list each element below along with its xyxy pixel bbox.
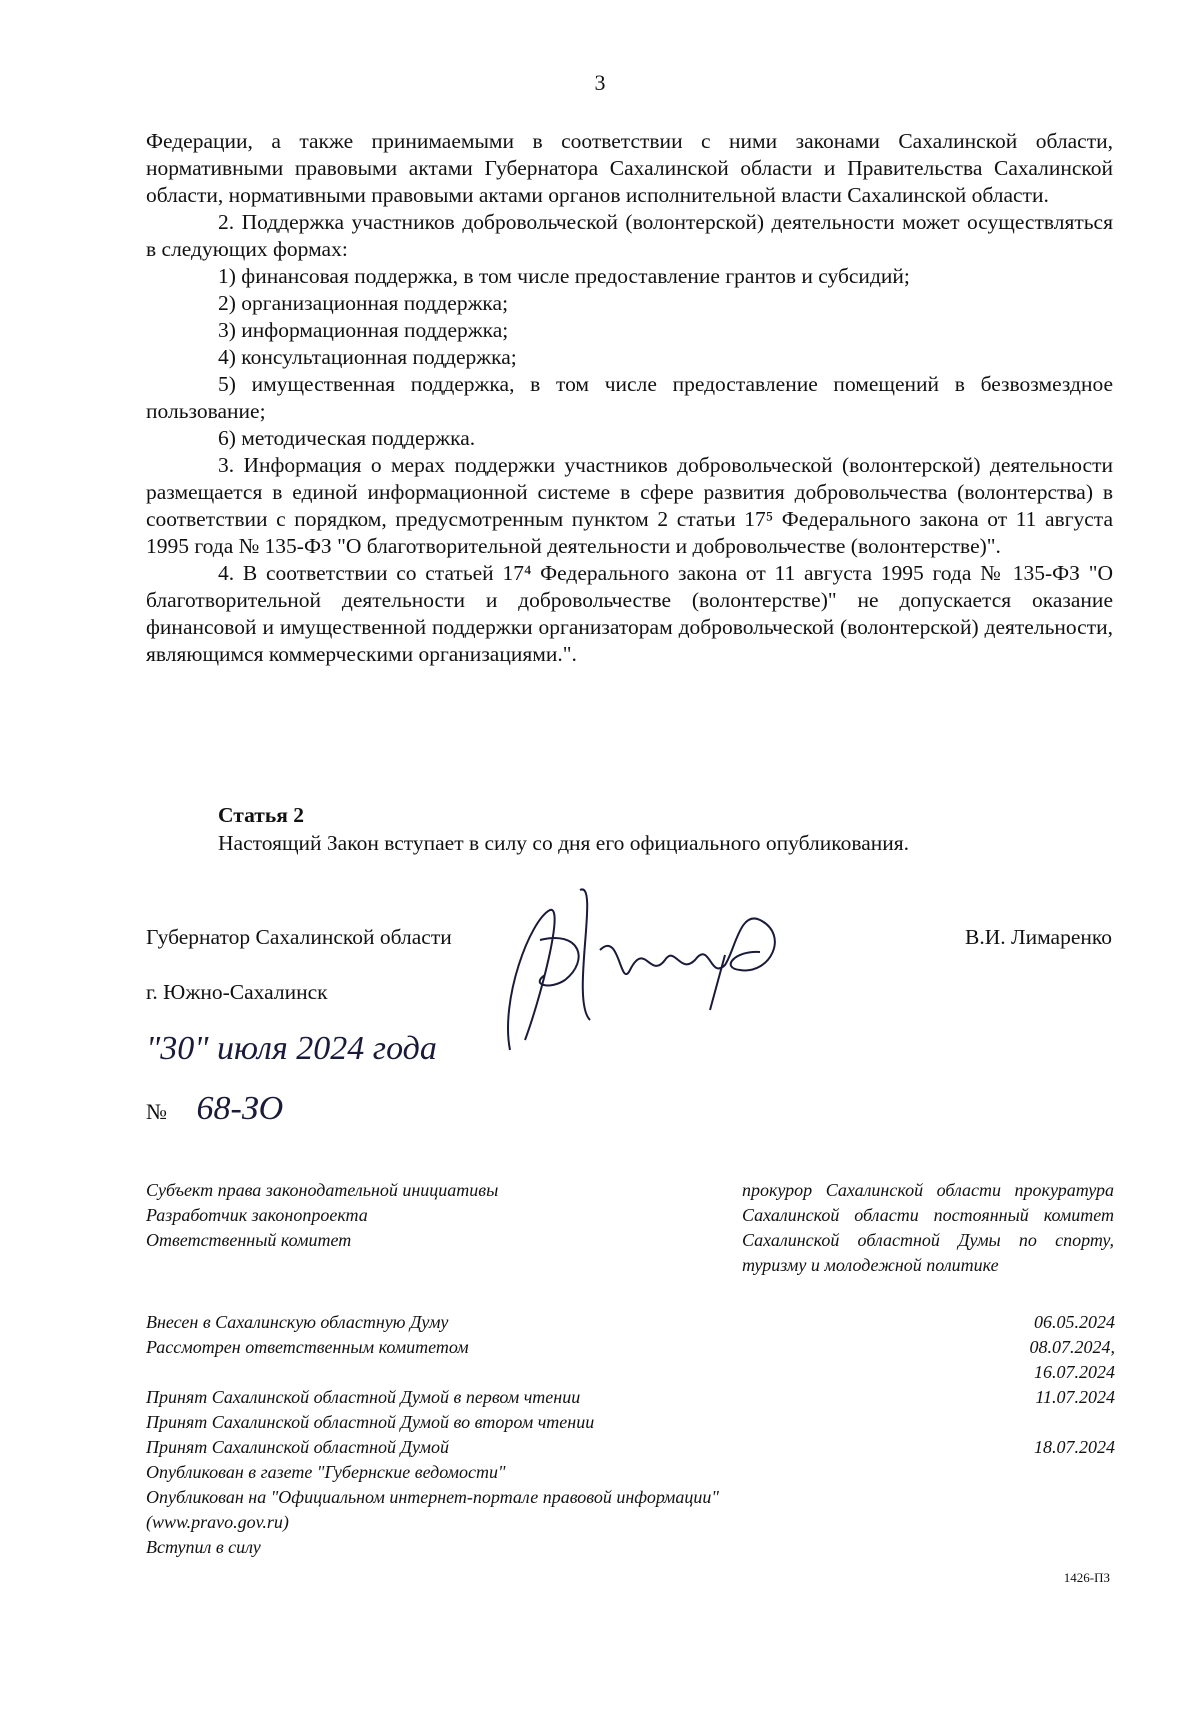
law-paragraph: 6) методическая поддержка. (218, 426, 476, 450)
meta-label: Опубликован на "Официальном интернет-портале правовой информации" (www.pravo.gov.ru) (146, 1487, 719, 1532)
meta-label: Субъект права законодательной инициативы (146, 1180, 499, 1200)
footer-code: 1426-ПЗ (1063, 1570, 1110, 1585)
meta-label: Разработчик законопроекта (146, 1205, 368, 1225)
meta-label: Принят Сахалинской областной Думой во втором чтении (146, 1412, 595, 1432)
meta-label: Принят Сахалинской областной Думой в первом чтении (146, 1387, 581, 1407)
law-paragraph: 2) организационная поддержка; (218, 291, 509, 315)
law-paragraph: 4) консультационная поддержка; (218, 345, 517, 369)
meta-date: 06.05.2024 (1034, 1312, 1115, 1332)
meta-date: 11.07.2024 (1035, 1387, 1115, 1407)
article-text: Настоящий Закон вступает в силу со дня его официального опубликования. (218, 831, 910, 855)
law-paragraph: 1) финансовая поддержка, в том числе предоставление грантов и субсидий; (218, 264, 910, 288)
meta-date: 18.07.2024 (1034, 1437, 1115, 1457)
signing-city: г. Южно-Сахалинск (146, 980, 328, 1004)
meta-label: Принят Сахалинской областной Думой (146, 1437, 450, 1457)
meta-label: Внесен в Сахалинскую областную Думу (146, 1312, 449, 1332)
meta-date: 16.07.2024 (1034, 1362, 1115, 1382)
meta-label: Ответственный комитет (146, 1230, 352, 1250)
law-paragraph: 3) информационная поддержка; (218, 318, 509, 342)
law-paragraph: Федерации, а также принимаемыми в соответствии с ними законами Сахалинской области, нормативными правовыми актами Губернатора Сахалинской области и Правительства Сахалинской области, нормативными правовыми актами органов исполнительной власти Сахалинской области. (146, 129, 1113, 207)
law-paragraph: 2. Поддержка участников добровольческой (волонтерской) деятельности может осуществляться в следующих формах: (146, 210, 1113, 261)
meta-date (880, 1410, 1115, 1435)
meta-dates-bottom (880, 1310, 1115, 1460)
meta-date: 08.07.2024, (1029, 1337, 1115, 1357)
meta-label: Вступил в силу (146, 1537, 261, 1557)
page-number: 3 (594, 70, 606, 95)
law-number-value: 68-ЗО (196, 1090, 284, 1127)
signatory-role: Губернатор Сахалинской области (146, 925, 452, 949)
article-title: Статья 2 (218, 803, 304, 827)
law-number-label: № (146, 1099, 167, 1124)
meta-labels-bottom (146, 1310, 726, 1560)
law-paragraph: 3. Информация о мерах поддержки участников добровольческой (волонтерской) деятельности размещается в единой информационной системе в сфере развития добровольчества (волонтерства) в соответствии с порядком, предусмотренным пунктом 2 статьи 17⁵ Федерального закона от 11 августа 1995 года № 135-ФЗ "О благотворительной деятельности и добровольчестве (волонтерстве)". (146, 453, 1113, 558)
law-body-text (146, 128, 1113, 668)
meta-labels-top (146, 1178, 706, 1253)
law-number (146, 1090, 283, 1128)
law-paragraph: 5) имущественная поддержка, в том числе предоставление помещений в безвозмездное пользование; (146, 372, 1113, 423)
meta-label: Рассмотрен ответственным комитетом (146, 1337, 469, 1357)
signatory-name: В.И. Лимаренко (965, 925, 1112, 949)
handwritten-signature (470, 880, 830, 1070)
meta-values-top: прокурор Сахалинской области прокуратура Сахалинской области постоянный комитет Сахалинской областной Думы по спорту, туризму и молодежной политике (742, 1180, 1114, 1275)
law-paragraph: 4. В соответствии со статьей 17⁴ Федерального закона от 11 августа 1995 года № 135-ФЗ "О благотворительной деятельности и добровольчестве (волонтерстве)" не допускается оказание финансовой и имущественной поддержки организаторам добровольческой (волонтерской) деятельности, являющимся коммерческими организациями.". (146, 561, 1113, 666)
meta-label: Опубликован в газете "Губернские ведомости" (146, 1462, 506, 1482)
signing-date: "30" июля 2024 года (146, 1030, 437, 1067)
